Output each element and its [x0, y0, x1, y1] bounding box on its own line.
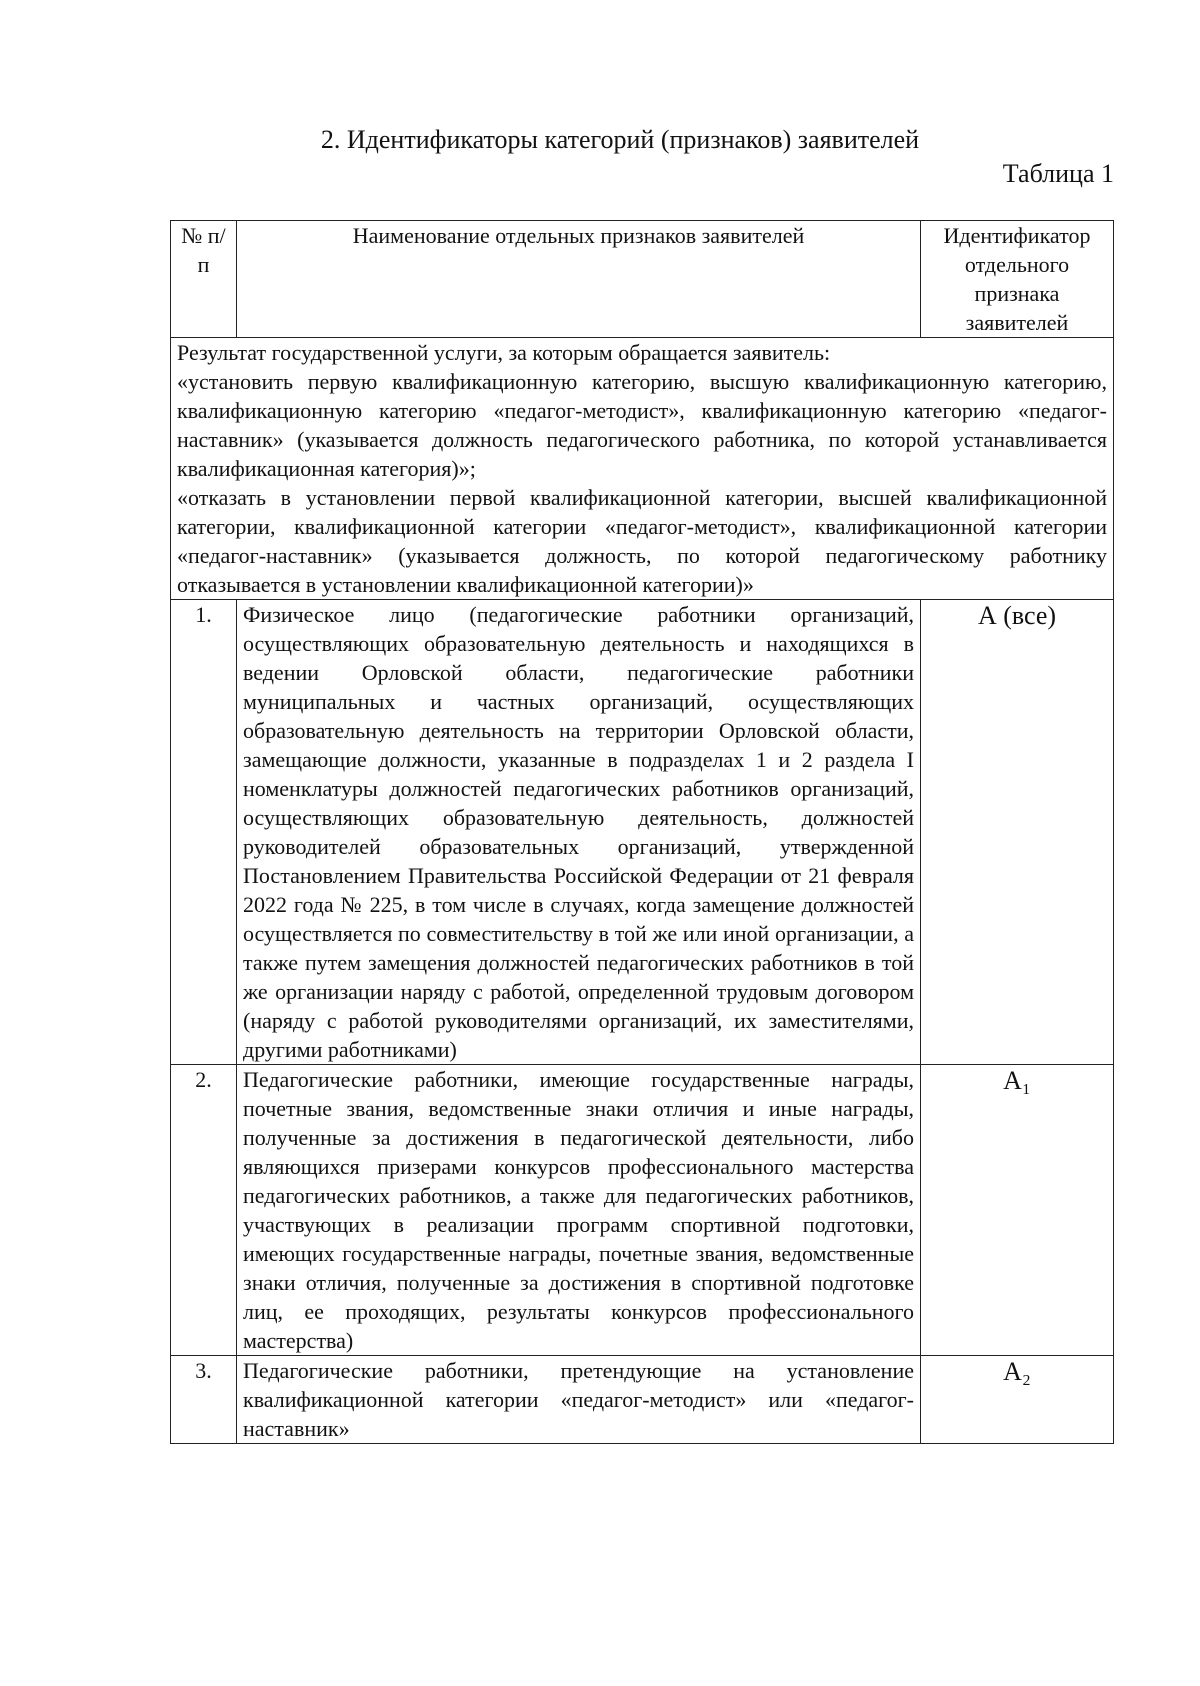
row-number: 1.: [171, 600, 237, 1065]
row-identifier: А₁: [921, 1065, 1114, 1356]
section-title: 2. Идентификаторы категорий (признаков) заявителей: [320, 125, 920, 154]
result-intro: Результат государственной услуги, за которым обращается заявитель:: [177, 340, 831, 365]
service-result-cell: [171, 338, 1114, 600]
row-name: Педагогические работники, имеющие государственные награды, почетные звания, ведомственные знаки отличия и иные награды, полученные за достижения в педагогической деятельности, либо являющихся призерами конкурсов профессионального мастерства педагогических работников, а также для педагогических работников, участвующих в реализации программ спортивной подготовки, имеющих государственные награды, почетные звания, ведомственные знаки отличия, полученные за достижения в спортивной подготовке лиц, ее проходящих, результаты конкурсов профессионального мастерства): [237, 1065, 921, 1356]
header-name: Наименование отдельных признаков заявителей: [237, 221, 921, 338]
result-option-establish: «установить первую квалификационную категорию, высшую квалификационную категорию, квалификационную категорию «педагог-методист», квалификационную категорию «педагог-наставник» (указывается должность педагогического работника, по которой устанавливается квалификационная категория)»;: [177, 369, 1107, 481]
row-number: 2.: [171, 1065, 237, 1356]
table-label: Таблица 1: [1002, 159, 1114, 188]
header-identifier: Идентификатор отдельного признака заявителей: [921, 221, 1114, 338]
table-header-row: [171, 221, 1114, 338]
result-option-refuse: «отказать в установлении первой квалификационной категории, высшей квалификационной категории, квалификационной категории «педагог-методист», квалификационной категории «педагог-наставник» (указывается должность, по которой педагогическому работнику отказывается в установлении квалификационной категории)»: [177, 485, 1107, 597]
applicant-categories-table: [170, 220, 1114, 1444]
result-row: [171, 338, 1114, 600]
row-name: Физическое лицо (педагогические работники организаций, осуществляющих образовательную деятельность и находящихся в ведении Орловской области, педагогические работники муниципальных и частных организаций, осуществляющих образовательную деятельность на территории Орловской области, замещающие должности, указанные в подразделах 1 и 2 раздела I номенклатуры должностей педагогических работников организаций, осуществляющих образовательную деятельность, должностей руководителей образовательных организаций, утвержденной Постановлением Правительства Российской Федерации от 21 февраля 2022 года № 225, в том числе в случаях, когда замещение должностей осуществляется по совместительству в той же или иной организации, а также путем замещения должностей педагогических работников в той же организации наряду с работой, определенной трудовым договором (наряду с работой руководителями организаций, их заместителями, другими работниками): [237, 600, 921, 1065]
row-number: 3.: [171, 1356, 237, 1444]
header-number: № п/п: [171, 221, 237, 338]
row-identifier: А₂: [921, 1356, 1114, 1444]
table-row: [171, 1065, 1114, 1356]
row-name: Педагогические работники, претендующие на установление квалификационной категории «педагог-методист» или «педагог-наставник»: [237, 1356, 921, 1444]
table-row: [171, 1356, 1114, 1444]
row-identifier: А (все): [921, 600, 1114, 1065]
table-row: [171, 600, 1114, 1065]
